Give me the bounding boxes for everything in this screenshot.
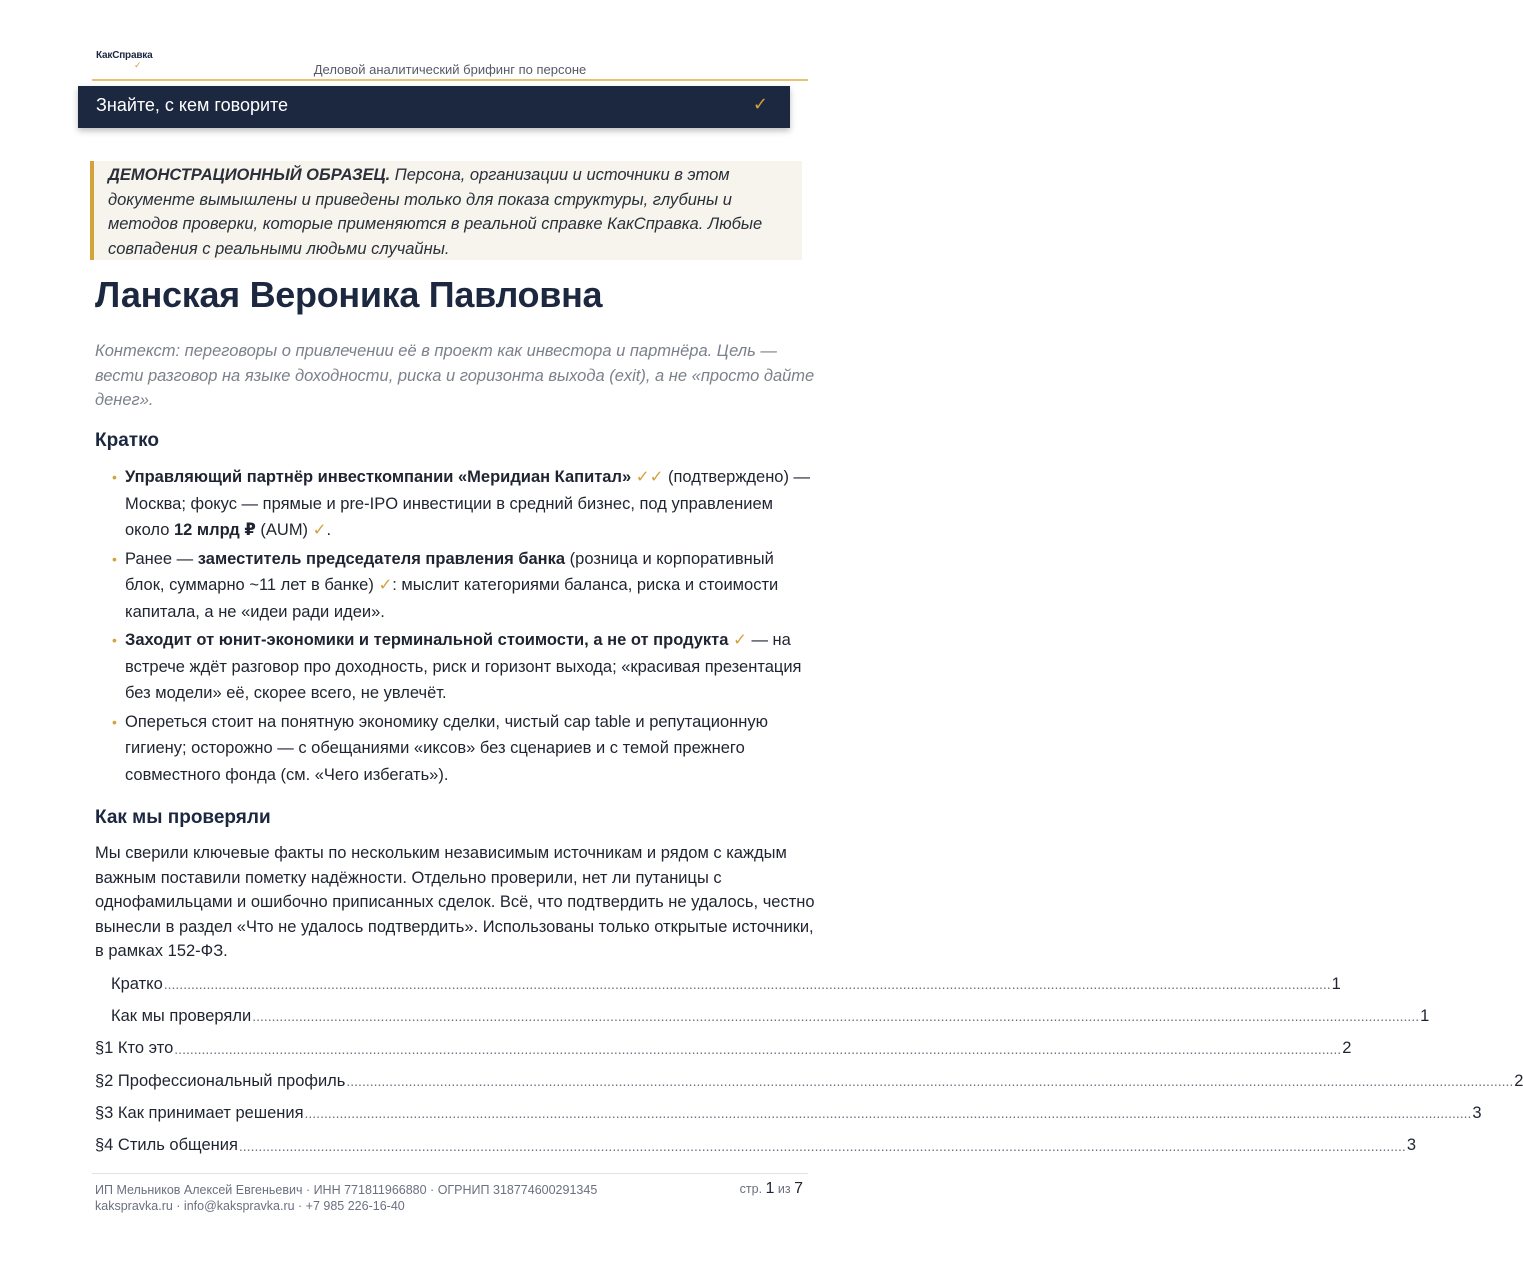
verified-check-icon: ✓✓ <box>631 468 664 486</box>
item-bold: Заходит от юнит-экономики и терминальной стоимости, а не от продукта <box>125 631 729 649</box>
item-bold: 12 млрд ₽ <box>173 521 256 539</box>
item-bold: Управляющий партнёр инвесткомпании «Меридиан Капитал» <box>125 468 632 486</box>
section-heading-summary: Кратко <box>95 430 159 451</box>
bullet-icon: • <box>112 469 117 485</box>
verified-check-icon: ✓ <box>312 521 327 539</box>
footer-divider <box>92 1173 808 1174</box>
toc-page-number: 2 <box>1514 1071 1523 1090</box>
banner-title: Знайте, с кем говорите <box>96 95 289 115</box>
item-text: (AUM) <box>255 521 313 539</box>
demo-notice <box>90 161 802 260</box>
banner-check-icon: ✓ <box>752 94 768 114</box>
person-name: Ланская Вероника Павловна <box>95 274 603 315</box>
bullet-icon: • <box>112 713 117 730</box>
toc-page-number: 2 <box>1342 1039 1352 1058</box>
logo-text: КакСправка <box>96 50 153 61</box>
summary-item <box>112 709 812 789</box>
summary-item <box>112 464 812 544</box>
bullet-icon: • <box>112 632 117 648</box>
toc-title: §3 Как принимает решения <box>95 1103 304 1122</box>
footer-legal-info: ИП Мельников Алексей Евгеньевич · ИНН 771811966880 · ОГРНИП 318774600291345 <box>95 1183 598 1197</box>
page-total: 7 <box>794 1180 803 1197</box>
item-bold: заместитель председателя правления банка <box>197 549 566 568</box>
item-text: (подтверждено) — Москва; фокус — прямые и pre-IPO инвестиции в средний бизнес, под управлением около <box>125 468 811 539</box>
header-divider <box>92 79 808 81</box>
toc-title: Как мы проверяли <box>111 1006 252 1025</box>
context-note: Контекст: переговоры о привлечении её в проект как инвестора и партнёра. Цель — вести разговор на языке доходности, риска и горизонта выхода (exit), а не «просто дайте денег». <box>95 342 815 409</box>
item-text: Опереться стоит на понятную экономику сделки, чистый cap table и репутационную гигиену; осторожно — с обещаниями «иксов» без сценариев и с темой прежнего совместного фонда (см. «Чего избегать»). <box>125 712 768 784</box>
toc-page-number: 3 <box>1406 1136 1416 1155</box>
item-text: (розница и корпоративный блок, суммарно ~11 лет в банке) <box>125 549 774 594</box>
notice-lead: ДЕМОНСТРАЦИОННЫЙ ОБРАЗЕЦ. <box>108 166 391 184</box>
toc-title: Кратко <box>111 974 163 993</box>
toc-page-number: 1 <box>1331 974 1341 993</box>
toc-title: §2 Профессиональный профиль <box>95 1071 346 1090</box>
method-text: Мы сверили ключевые факты по нескольким независимым источникам и рядом с каждым важным поставили пометку надёжности. Отдельно проверили, нет ли путаницы с однофамильцами и ошибочно приписанных сделок. Всё, что подтвердить не удалось, честно вынесли в раздел «Что не удалось подтвердить». Использованы только открытые источники, в рамках 152-ФЗ. <box>95 844 815 960</box>
summary-item <box>112 546 812 626</box>
bullet-icon: • <box>112 550 117 567</box>
item-text: : мыслит категориями баланса, риска и стоимости капитала, а не «идеи ради идеи». <box>125 576 779 621</box>
toc-title: §1 Кто это <box>95 1039 174 1058</box>
notice-body: Персона, организации и источники в этом документе вымышлены и приведены только для показа структуры, глубины и методов проверки, которые применяются в реальной справке КакСправка. Любые совпадения с реальными людьми случайны. <box>108 166 763 258</box>
document-subtitle: Деловой аналитический брифинг по персоне <box>313 62 587 77</box>
verified-check-icon: ✓ <box>728 631 747 649</box>
toc-page-number: 1 <box>1420 1006 1430 1025</box>
section-heading-method: Как мы проверяли <box>95 807 271 828</box>
toc-item-section-4[interactable] <box>95 1129 1416 1161</box>
toc-item-summary[interactable] <box>95 968 1341 1000</box>
item-text: Ранее — <box>125 549 198 568</box>
toc-leader: ............................................................................................................................................................................................................................................................................................................ <box>252 1008 1420 1025</box>
toc-item-section-1[interactable] <box>95 1033 1352 1065</box>
toc-leader: ............................................................................................................................................................................................................................................................................................................ <box>174 1040 1342 1057</box>
item-text: . <box>326 521 332 539</box>
page-prefix: стр. <box>739 1182 766 1196</box>
toc-leader: ............................................................................................................................................................................................................................................................................................................ <box>238 1137 1406 1154</box>
page-counter <box>740 1180 803 1198</box>
notice-text <box>108 163 788 261</box>
toc-leader: ............................................................................................................................................................................................................................................................................................................ <box>163 976 1331 993</box>
table-of-contents <box>95 968 1523 1162</box>
toc-leader: ............................................................................................................................................................................................................................................................................................................ <box>346 1073 1514 1090</box>
toc-item-section-2[interactable] <box>95 1065 1523 1097</box>
toc-page-number: 3 <box>1472 1103 1482 1122</box>
footer-contacts: kakspravka.ru · info@kakspravka.ru · +7 985 226-16-40 <box>95 1199 405 1213</box>
summary-item <box>112 627 812 707</box>
toc-item-method[interactable] <box>95 1000 1430 1032</box>
summary-list <box>112 464 812 790</box>
item-text: — на встрече ждёт разговор про доходность, риск и горизонт выхода; «красивая презентация без модели» её, скорее всего, не увлечёт. <box>125 631 802 702</box>
logo-check-icon: ✓ <box>134 60 142 70</box>
toc-leader: ............................................................................................................................................................................................................................................................................................................ <box>304 1105 1472 1122</box>
verified-check-icon: ✓ <box>378 576 393 594</box>
page-current: 1 <box>765 1180 775 1197</box>
title-banner <box>78 86 790 128</box>
toc-item-section-3[interactable] <box>95 1097 1482 1129</box>
toc-title: §4 Стиль общения <box>95 1136 238 1155</box>
page-separator: из <box>774 1182 795 1196</box>
